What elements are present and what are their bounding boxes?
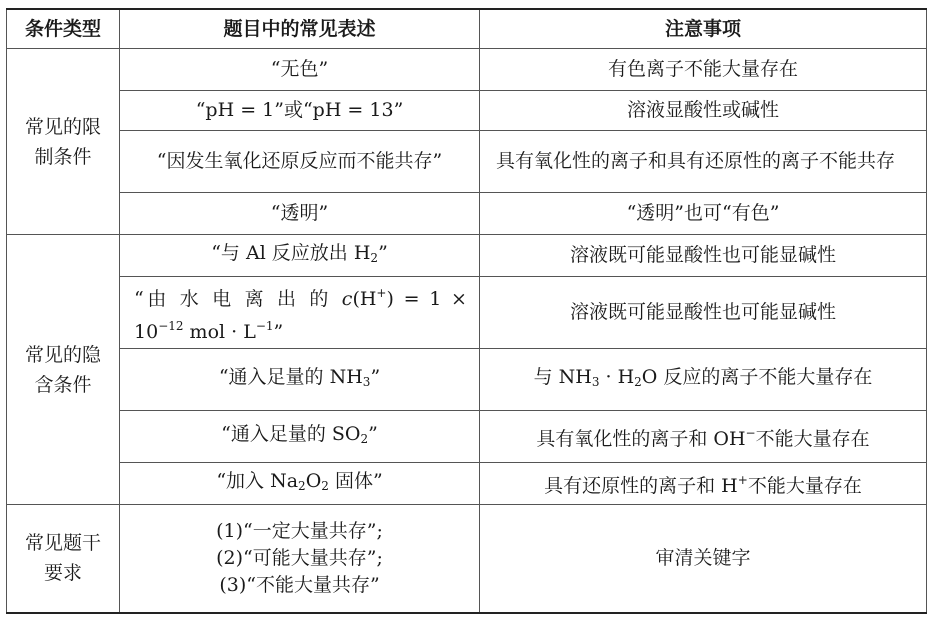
expression-cell: “pH = 1”或“pH = 13” — [120, 91, 480, 131]
table-row — [7, 193, 927, 235]
table-row — [7, 131, 927, 193]
note-cell: 溶液既可能显酸性也可能显碱性 — [480, 235, 927, 277]
note-cell: 溶液显酸性或碱性 — [480, 91, 927, 131]
expression-cell: “因发生氧化还原反应而不能共存” — [120, 131, 480, 193]
note-cell: 有色离子不能大量存在 — [480, 49, 927, 91]
table-row — [7, 411, 927, 463]
expression-cell: “通入足量的 $NH_3$” — [120, 349, 480, 411]
conditions-table — [6, 8, 927, 614]
expression-cell: “由 水 电 离 出 的 c(H+) = 1 × $10^{-12}$ mol · $L^{-1}$” — [120, 277, 480, 349]
note-cell: 具有还原性的离子和 H+不能大量存在 — [480, 463, 927, 505]
header-note: 注意事项 — [480, 9, 927, 49]
group-label-restrict: 常见的限 制条件 — [7, 49, 120, 235]
table-wrapper — [6, 8, 927, 614]
expression-cell: “加入 $Na_2O_2$ 固体” — [120, 463, 480, 505]
table-row — [7, 91, 927, 131]
note-cell: “透明”也可“有色” — [480, 193, 927, 235]
header-row — [7, 9, 927, 49]
expression-cell: “无色” — [120, 49, 480, 91]
group-label-hidden: 常见的隐 含条件 — [7, 235, 120, 505]
note-cell: 具有氧化性的离子和具有还原性的离子不能共存 — [480, 131, 927, 193]
note-cell: 审清关键字 — [480, 505, 927, 613]
expression-cell: (1)“一定大量共存”; (2)“可能大量共存”; (3)“不能大量共存” — [120, 505, 480, 613]
note-cell: 溶液既可能显酸性也可能显碱性 — [480, 277, 927, 349]
table-row — [7, 463, 927, 505]
table-row — [7, 349, 927, 411]
expression-cell: “通入足量的 $SO_2$” — [120, 411, 480, 463]
group-label-stem: 常见题干 要求 — [7, 505, 120, 613]
note-cell: 具有氧化性的离子和 OH−不能大量存在 — [480, 411, 927, 463]
header-expression: 题目中的常见表述 — [120, 9, 480, 49]
expression-cell: “与 Al 反应放出 $H_2$” — [120, 235, 480, 277]
expression-cell: “透明” — [120, 193, 480, 235]
note-cell: 与 $NH_3 \cdot H_2O$ 反应的离子不能大量存在 — [480, 349, 927, 411]
table-row — [7, 277, 927, 349]
table-row — [7, 235, 927, 277]
header-type: 条件类型 — [7, 9, 120, 49]
table-row — [7, 49, 927, 91]
table-row — [7, 505, 927, 613]
